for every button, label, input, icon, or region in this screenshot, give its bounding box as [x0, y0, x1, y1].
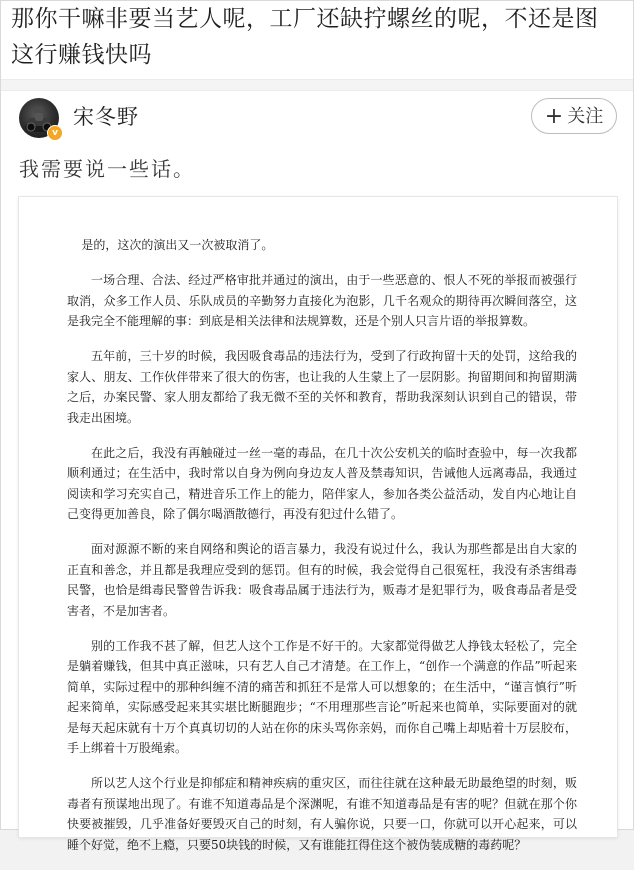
statement-paragraph: 五年前，三十岁的时候，我因吸食毒品的违法行为，受到了行政拘留十天的处罚，这给我的家人、朋友、工作伙伴带来了很大的伤害，也让我的人生蒙上了一层阴影。拘留期间和拘留期满之后，办案民警、家人朋友都给了我无微不至的关怀和教育，帮助我深刻认识到自己的错误，带我走出困境。 — [67, 349, 577, 425]
statement-paragraph: 一场合理、合法、经过严格审批并通过的演出，由于一些恶意的、恨人不死的举报而被强行取消，众多工作人员、乐队成员的辛勤努力直接化为泡影，几千名观众的期待再次瞬间落空，这是我完全不能理解的事：到底是相关法律和法规算数，还是个别人只言片语的举报算数。 — [67, 273, 577, 328]
statement-paragraph: 在此之后，我没有再触碰过一丝一毫的毒品，在几十次公安机关的临时查验中，每一次我都顺利通过；在生活中，我时常以自身为例向身边友人普及禁毒知识，告诫他人远离毒品，我通过阅读和学习充实自己，精进音乐工作上的能力，陪伴家人，参加各类公益活动，发自内心地让自己变得更加善良，除了偶尔喝酒散德行，再没有犯过什么错了。 — [67, 445, 577, 521]
statement-paragraph: 面对源源不断的来自网络和舆论的语言暴力，我没有说过什么，我认为那些都是出自大家的正直和善念，并且都是我理应受到的惩罚。但有的时候，我会觉得自己很冤枉，我没有杀害缉毒民警，也恰是缉毒民警曾告诉我：吸食毒品属于违法行为，贩毒才是犯罪行为，吸食毒品者是受害者，不是加害者。 — [67, 542, 577, 618]
plus-icon: + — [544, 104, 564, 129]
author-row — [19, 98, 617, 142]
statement-paragraph: 所以艺人这个行业是抑郁症和精神疾病的重灾区，而往往就在这种最无助最绝望的时刻，贩毒者有预谋地出现了。有谁不知道毒品是个深渊呢，有谁不知道毒品是有害的呢？但就在那个你快要被摧毁，几乎准备好要毁灭自己的时刻，有人骗你说，只要一口，你就可以开心起来，可以睡个好觉，绝不上瘾，只要50块钱的时候，又有谁能扛得住这个被伪装成糖的毒药呢？ — [67, 776, 577, 852]
author-name[interactable]: 宋冬野 — [73, 105, 139, 129]
statement-body — [67, 235, 577, 870]
post-text: 我需要说一些话。 — [19, 157, 195, 181]
section-divider — [1, 79, 633, 91]
follow-button[interactable] — [531, 98, 617, 134]
question-title[interactable]: 那你干嘛非要当艺人呢，工厂还缺拧螺丝的呢，不还是图这行赚钱快吗 — [11, 6, 599, 68]
statement-paragraph: 别的工作我不甚了解，但艺人这个工作是不好干的。大家都觉得做艺人挣钱太轻松了，完全是躺着赚钱，但其中真正滋味，只有艺人自己才清楚。在工作上，“创作一个满意的作品”听起来简单，实际过程中的那种纠缠不清的痛苦和抓狂不是常人可以想象的；在生活中，“谨言慎行”听起来简单，实际感受起来其实堪比断腿跑步；“不用理那些言论”听起来也简单，实际要面对的就是每天起床就有十万个真真切切的人站在你的床头骂你亲妈，而你自己嘴上却贴着十万层胶布，手上绑着十万股绳索。 — [67, 638, 577, 755]
statement-paragraph: 是的，这次的演出又一次被取消了。 — [81, 238, 274, 252]
avatar[interactable] — [19, 98, 59, 138]
follow-button-label: 关注 — [567, 106, 604, 127]
verified-badge: v — [47, 125, 63, 141]
statement-image[interactable] — [19, 197, 617, 852]
